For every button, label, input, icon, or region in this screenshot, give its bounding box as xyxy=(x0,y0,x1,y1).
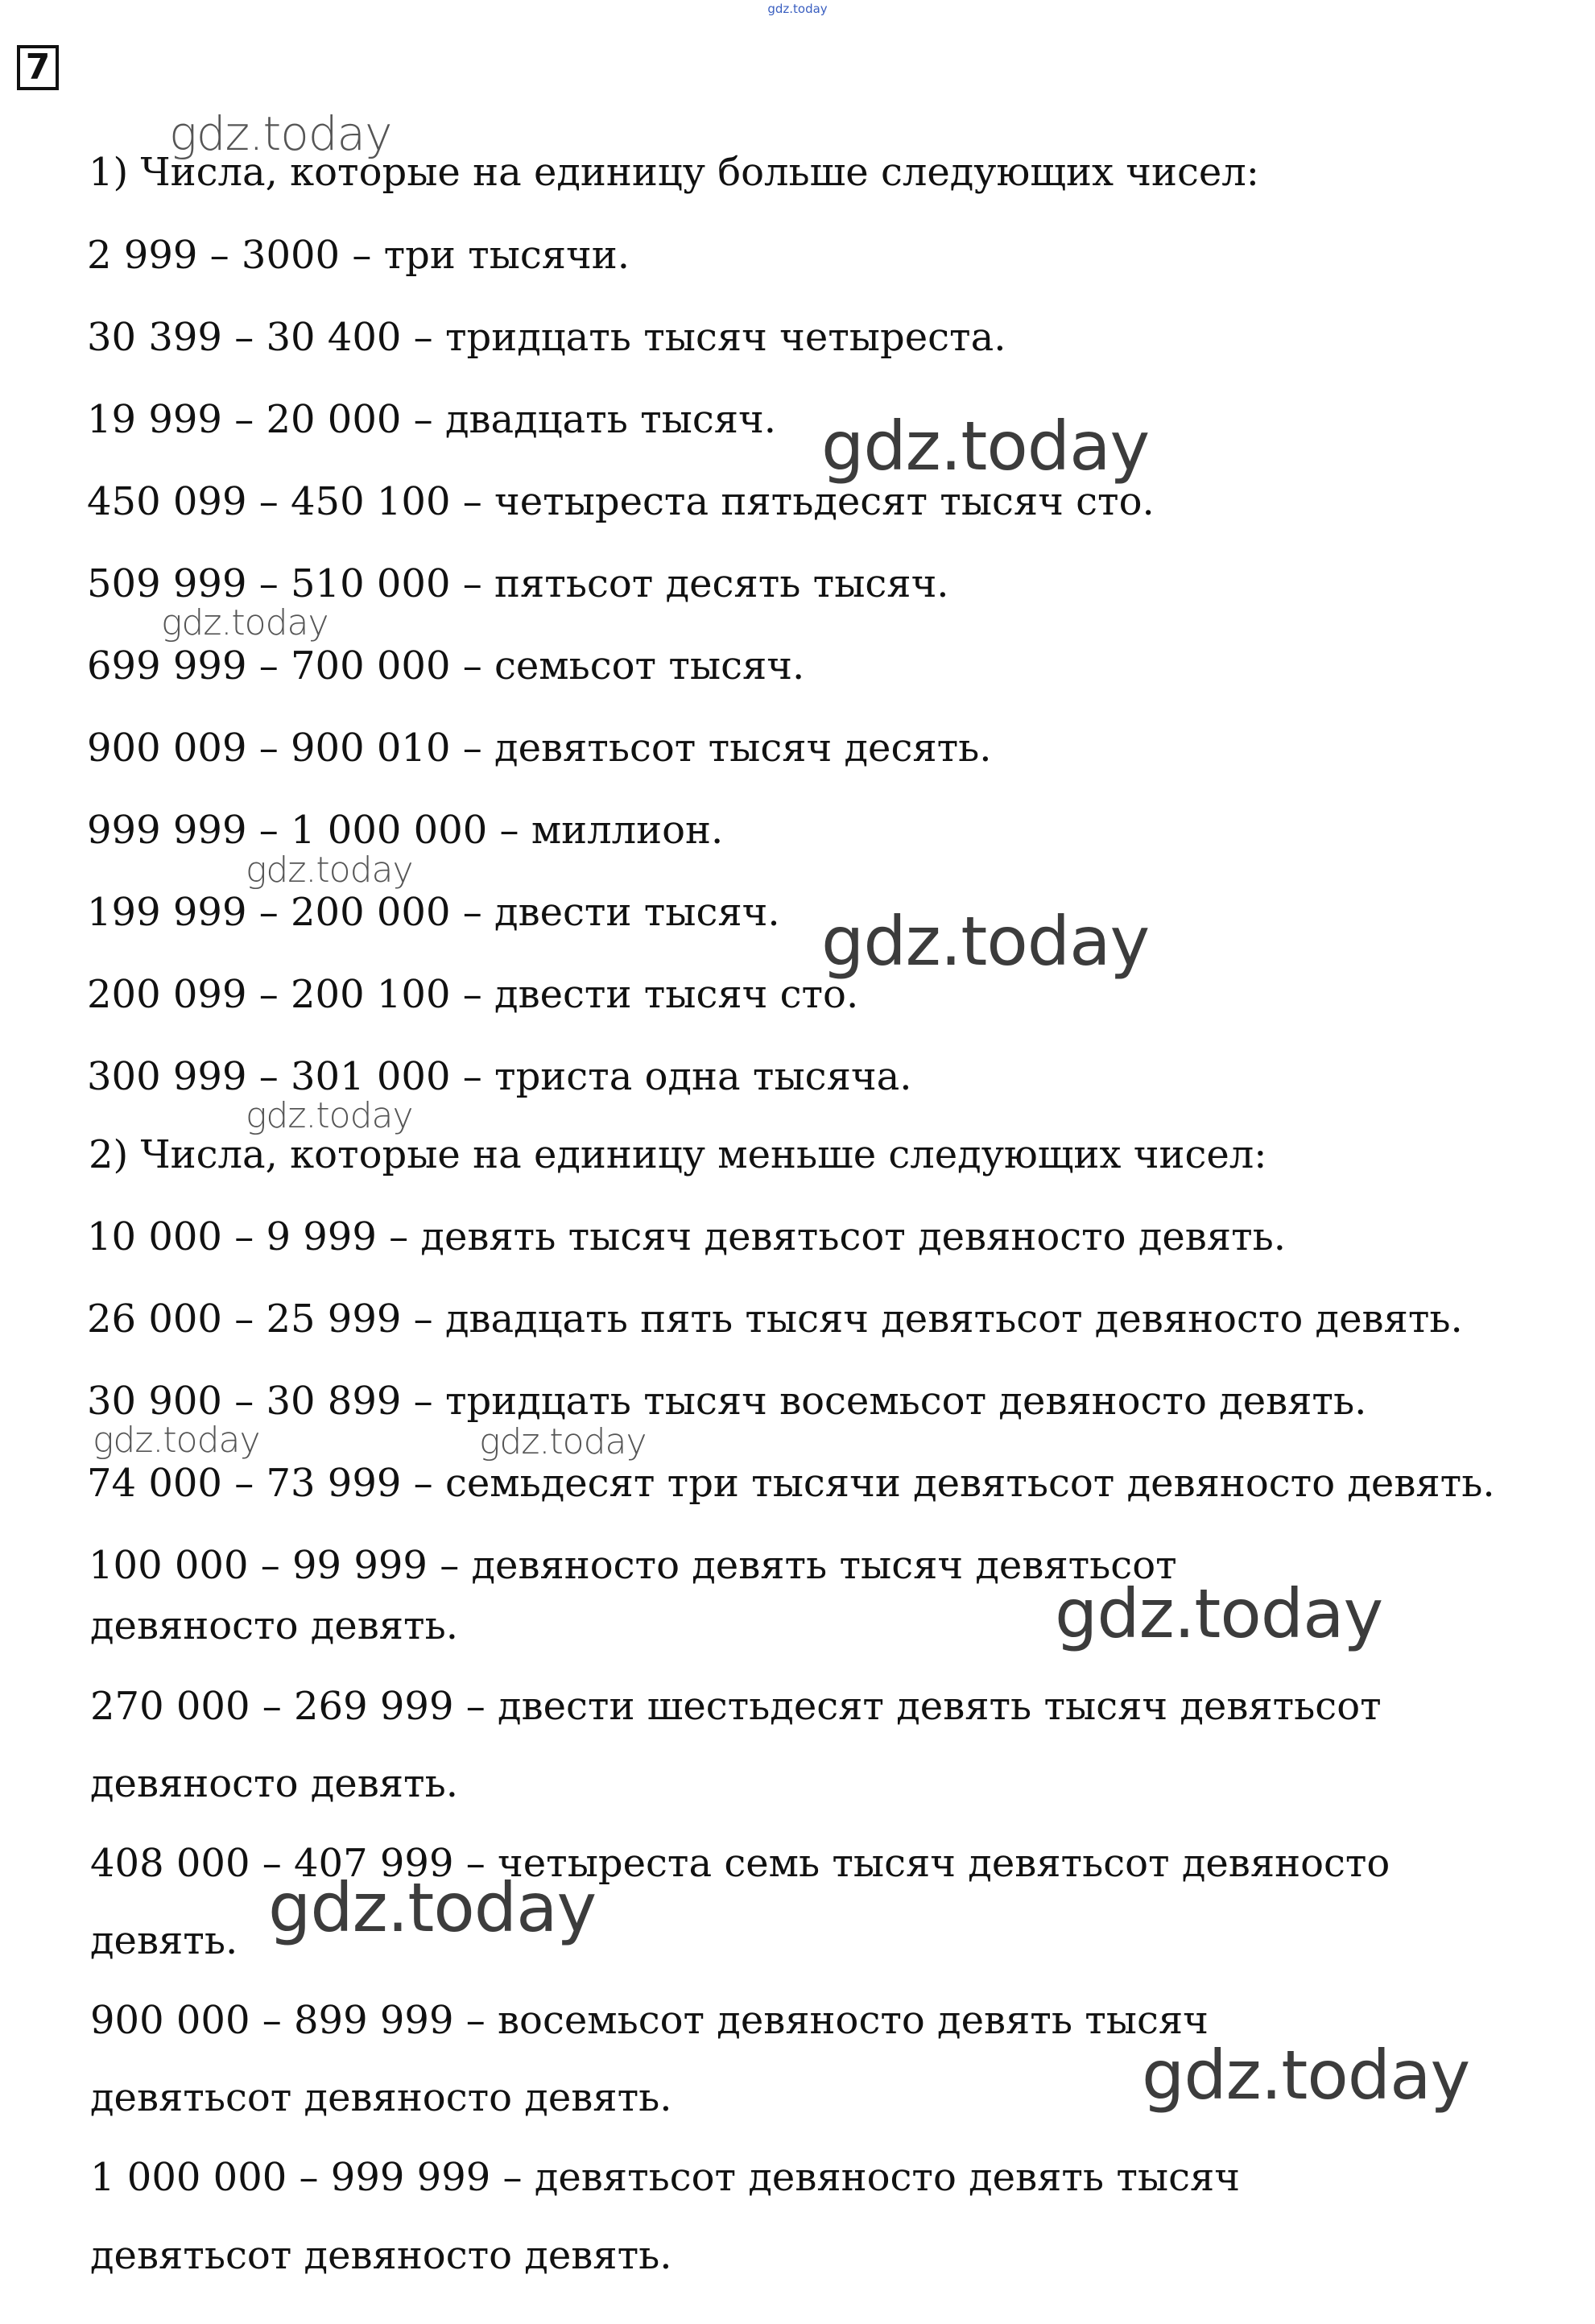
section2-line: 100 000 – 99 999 – девяносто девять тысяч девятьсот xyxy=(89,1543,1177,1588)
section1-line: 509 999 – 510 000 – пятьсот десять тысяч. xyxy=(87,561,949,606)
section2-heading: 2) Числа, которые на единицу меньше следующих чисел: xyxy=(89,1132,1267,1177)
watermark: gdz.today xyxy=(821,407,1150,486)
section2-line: 74 000 – 73 999 – семьдесят три тысячи девятьсот девяносто девять. xyxy=(87,1461,1495,1506)
watermark: gdz.today xyxy=(479,1421,647,1462)
section1-line: 200 099 – 200 100 – двести тысяч сто. xyxy=(87,972,859,1017)
section2-line: 26 000 – 25 999 – двадцать пять тысяч девятьсот девяносто девять. xyxy=(87,1296,1463,1342)
section1-line: 19 999 – 20 000 – двадцать тысяч. xyxy=(87,397,777,442)
section2-line: 10 000 – 9 999 – девять тысяч девятьсот девяносто девять. xyxy=(87,1214,1287,1259)
watermark: gdz.today xyxy=(821,902,1150,981)
watermark: gdz.today xyxy=(169,106,392,161)
section1-line: 199 999 – 200 000 – двести тысяч. xyxy=(87,890,780,935)
section2-line: 30 900 – 30 899 – тридцать тысяч восемьсот девяносто девять. xyxy=(87,1379,1367,1424)
section2-line: 900 000 – 899 999 – восемьсот девяносто девять тысяч xyxy=(90,1998,1209,2043)
section2-line: девятьсот девяносто девять. xyxy=(90,2075,672,2120)
section2-line: девяносто девять. xyxy=(90,1603,458,1648)
section1-line: 450 099 – 450 100 – четыреста пятьдесят тысяч сто. xyxy=(87,479,1155,524)
section1-line: 999 999 – 1 000 000 – миллион. xyxy=(87,808,724,853)
watermark: gdz.today xyxy=(1055,1574,1383,1653)
section2-line: девять. xyxy=(90,1918,238,1963)
watermark: gdz.today xyxy=(161,602,329,643)
watermark: gdz.today xyxy=(268,1868,597,1947)
section1-line: 699 999 – 700 000 – семьсот тысяч. xyxy=(87,643,805,689)
watermark: gdz.today xyxy=(246,850,413,891)
section1-line: 900 009 – 900 010 – девятьсот тысяч десять. xyxy=(87,726,992,771)
watermark: gdz.today xyxy=(246,1095,413,1136)
section2-line: 408 000 – 407 999 – четыреста семь тысяч девятьсот девяносто xyxy=(90,1841,1390,1886)
section2-line: 270 000 – 269 999 – двести шестьдесят девять тысяч девятьсот xyxy=(90,1684,1382,1729)
section1-heading: 1) Числа, которые на единицу больше следующих чисел: xyxy=(89,150,1259,195)
section2-line: 1 000 000 – 999 999 – девятьсот девяносто девять тысяч xyxy=(90,2155,1240,2200)
section1-line: 2 999 – 3000 – три тысячи. xyxy=(87,233,630,278)
section1-line: 300 999 – 301 000 – триста одна тысяча. xyxy=(87,1054,912,1099)
section1-line: 30 399 – 30 400 – тридцать тысяч четыреста. xyxy=(87,315,1006,360)
watermark: gdz.today xyxy=(93,1420,260,1461)
top-watermark: gdz.today xyxy=(767,2,828,16)
section2-line: девятьсот девяносто девять. xyxy=(90,2233,672,2278)
watermark: gdz.today xyxy=(1142,2036,1470,2115)
section2-line: девяносто девять. xyxy=(90,1761,458,1806)
task-number-badge: 7 xyxy=(17,45,59,90)
